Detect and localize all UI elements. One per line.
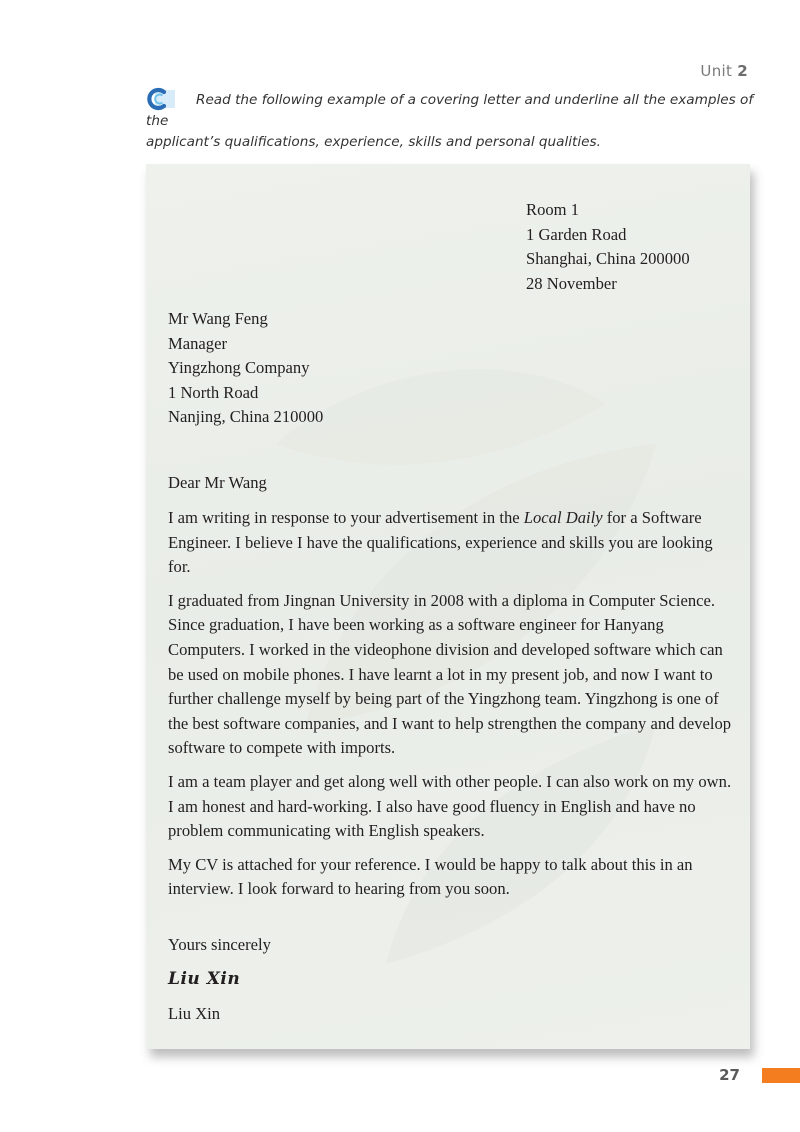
printed-name: Liu Xin: [168, 1004, 221, 1023]
closing: Yours sincerely: [168, 935, 271, 954]
handwritten-signature: Liu Xin: [168, 969, 241, 989]
paragraph-2: I graduated from Jingnan University in 2008 with a diploma in Computer Science. Since graduation, I have been working as a software engineer for Hanyang Computers. I worked in the videophone division and developed software which can be used on mobile phones. I have learnt a lot in my present job, and now I want to further challenge myself by being part of the Yingzhong team. Yingzhong is one of the best software companies, and I want to help strengthen the company and develop software to compete with imports.: [168, 590, 732, 758]
instruction-line-2: applicant’s qualifications, experience, skills and personal qualities.: [146, 134, 601, 150]
letter-date: 28 November: [526, 273, 617, 293]
recipient-line: 1 North Road: [168, 382, 259, 402]
sender-line: Shanghai, China 200000: [526, 249, 690, 269]
sender-address: [526, 198, 690, 296]
paragraph-3: I am a team player and get along well with other people. I can also work on my own. I am honest and hard-working. I also have good fluency in English and have no problem communicating with English speakers.: [168, 771, 732, 841]
unit-prefix: Unit: [700, 62, 733, 80]
recipient-address: [168, 307, 323, 430]
page-number: 27: [719, 1066, 740, 1084]
letter-sheet: [146, 164, 750, 1049]
salutation: Dear Mr Wang: [168, 473, 267, 492]
instruction-text: [146, 90, 756, 153]
unit-number: 2: [737, 62, 748, 80]
paragraph-1: [168, 506, 734, 580]
sender-line: Room 1: [526, 200, 580, 219]
recipient-line: Yingzhong Company: [168, 358, 310, 378]
unit-label: [700, 62, 748, 80]
recipient-line: Nanjing, China 210000: [168, 407, 324, 427]
sender-line: 1 Garden Road: [526, 224, 627, 244]
instruction-line-1: Read the following example of a covering letter and underline all the examples of the: [146, 92, 754, 129]
newspaper-title: Local Daily: [523, 508, 603, 527]
letter-body: [168, 506, 734, 911]
page-accent-tab: [762, 1068, 800, 1083]
paragraph-1-end: for a Software Engineer. I believe I have the qualifications, experience and skills you are looking for.: [168, 508, 713, 577]
paragraph-4: My CV is attached for your reference. I would be happy to talk about this in an interview. I look forward to hearing from you soon.: [168, 854, 693, 899]
recipient-line: Manager: [168, 333, 227, 353]
recipient-line: Mr Wang Feng: [168, 309, 268, 328]
paragraph-1-start: I am writing in response to your advertisement in the: [168, 508, 524, 527]
